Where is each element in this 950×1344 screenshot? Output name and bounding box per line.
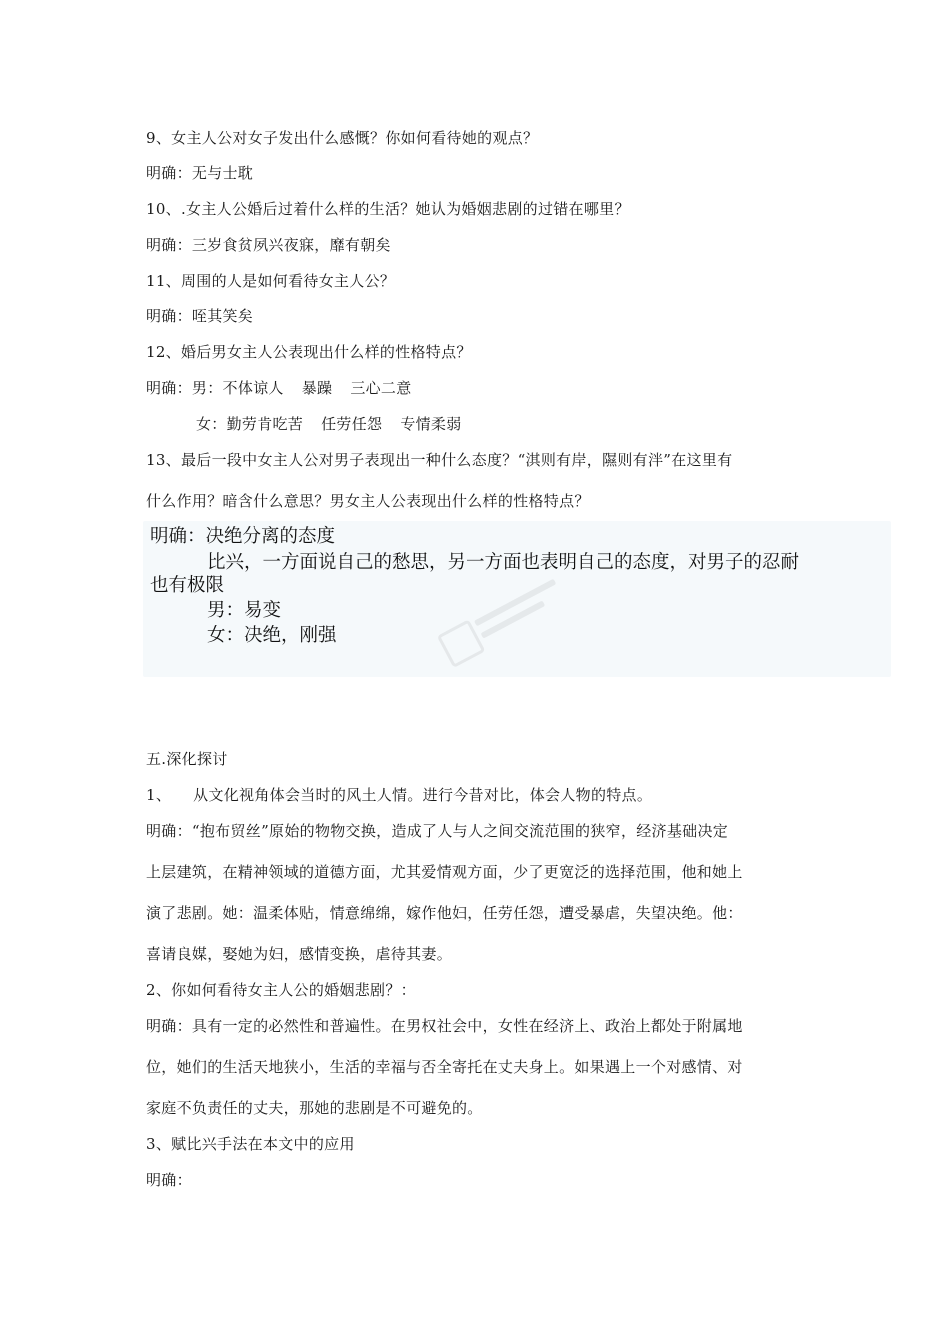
answer-12-male: [146, 378, 412, 398]
answer-11: 明确：咥其笑矣: [146, 307, 254, 325]
question-9: 9、女主人公对女子发出什么感慨？你如何看待她的观点？: [146, 129, 539, 147]
item-1-number: 1、: [146, 786, 172, 804]
question-13-line1: 13、最后一段中女主人公对男子表现出一种什么态度？“淇则有岸，隰则有泮”在这里有: [146, 451, 733, 469]
image-answer-line4: 男：易变: [207, 600, 282, 621]
answer-9: 明确：无与士耽: [146, 164, 254, 182]
item-3-title: 3、赋比兴手法在本文中的应用: [146, 1135, 355, 1153]
item-1-answer-line: 上层建筑，在精神领域的道德方面，尤其爱情观方面，少了更宽泛的选择范围，他和她上: [146, 863, 743, 881]
image-answer-line5: 女：决绝，刚强: [207, 625, 337, 646]
answer-image: [143, 521, 891, 677]
image-answer-line1: 明确：决绝分离的态度: [150, 526, 336, 547]
female-prefix: 女：: [196, 415, 227, 433]
item-2-title: 2、你如何看待女主人公的婚姻悲剧？：: [146, 981, 416, 999]
female-trait: 勤劳肯吃苦: [226, 415, 304, 433]
watermark-icon: [432, 562, 584, 677]
item-2-answer-line: 明确：具有一定的必然性和普遍性。在男权社会中，女性在经济上、政治上都处于附属地: [146, 1017, 743, 1035]
female-trait: 任劳任怨: [321, 415, 383, 433]
item-3-answer: 明确：: [146, 1171, 192, 1189]
answer-12-prefix: 明确：男：: [146, 379, 223, 397]
item-1-answer-line: 演了悲剧。她：温柔体贴，情意绵绵，嫁作他妇，任劳任怨，遭受暴虐，失望决绝。他：: [146, 904, 743, 922]
answer-12-female: [196, 414, 462, 434]
question-11: 11、周围的人是如何看待女主人公？: [146, 272, 396, 290]
male-trait: 三心二意: [350, 379, 412, 397]
male-trait: 暴躁: [301, 379, 333, 397]
image-answer-line2: 比兴，一方面说自己的愁思，另一方面也表明自己的态度，对男子的忍耐: [207, 552, 800, 573]
section-5-heading: 五.深化探讨: [146, 750, 228, 768]
answer-10: 明确：三岁食贫夙兴夜寐，靡有朝矣: [146, 236, 391, 254]
question-13-line2: 什么作用？暗含什么意思？男女主人公表现出什么样的性格特点？: [146, 492, 590, 510]
female-trait: 专情柔弱: [400, 415, 462, 433]
question-10: 10、.女主人公婚后过着什么样的生活？她认为婚姻悲剧的过错在哪里？: [146, 200, 630, 218]
male-trait: 不体谅人: [222, 379, 284, 397]
item-1-answer-line: 喜请良媒，娶她为妇，感情变换，虐待其妻。: [146, 945, 453, 963]
item-1-answer-line: 明确：“抱布贸丝”原始的物物交换，造成了人与人之间交流范围的狭窄，经济基础决定: [146, 822, 729, 840]
question-12: 12、婚后男女主人公表现出什么样的性格特点？: [146, 343, 472, 361]
item-2-answer-line: 家庭不负责任的丈夫，那她的悲剧是不可避免的。: [146, 1099, 483, 1117]
item-1-text: 从文化视角体会当时的风土人情。进行今昔对比，体会人物的特点。: [193, 786, 653, 804]
image-answer-line3: 也有极限: [150, 575, 225, 596]
item-1-title: [146, 785, 652, 805]
item-2-answer-line: 位，她们的生活天地狭小，生活的幸福与否全寄托在丈夫身上。如果遇上一个对感情、对: [146, 1058, 743, 1076]
